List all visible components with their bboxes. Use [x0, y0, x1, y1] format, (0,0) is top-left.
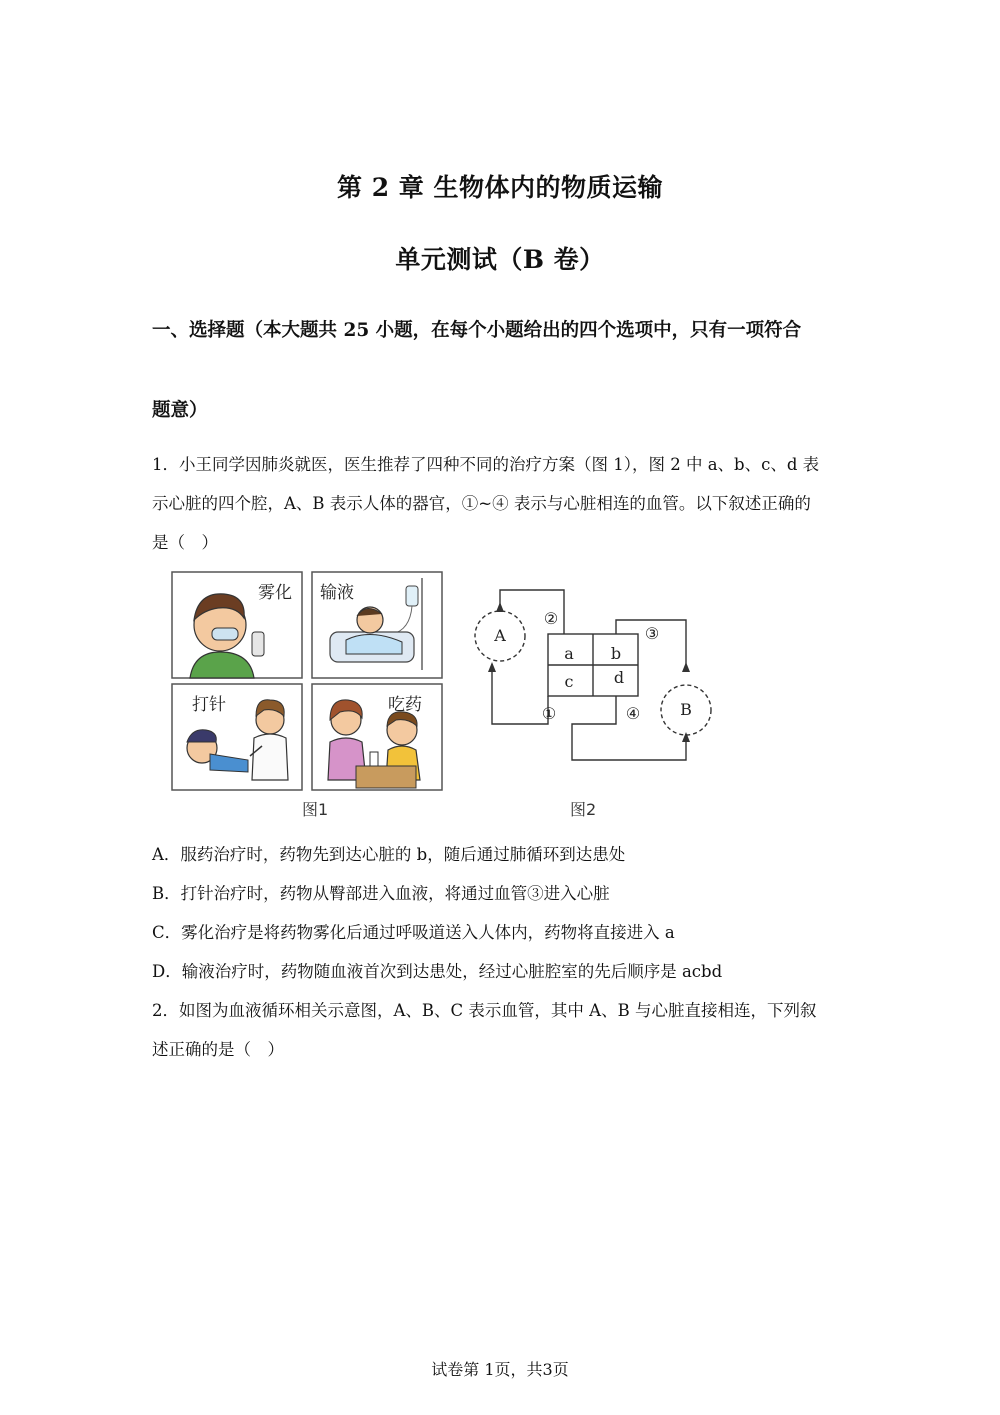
section-heading-line2: 题意）	[152, 400, 208, 421]
panel-infusion	[312, 572, 442, 678]
question-1-line1: 1．小王同学因肺炎就医，医生推荐了四种不同的治疗方案（图 1），图 2 中 a、b、c、d 表	[152, 455, 820, 474]
page-subtitle: 单元测试（B 卷）	[395, 245, 605, 274]
organ-a-label: A	[494, 626, 506, 645]
panel-nebulize	[172, 572, 302, 678]
chamber-b-label: b	[610, 644, 622, 663]
vessel-2-label: ②	[543, 609, 559, 628]
figure-2-caption: 图2	[570, 800, 597, 819]
panel-injection	[172, 684, 302, 790]
figure-1-treatments	[170, 570, 446, 794]
question-2-line2: 述正确的是（ ）	[152, 1040, 284, 1059]
chamber-c-label: c	[564, 672, 574, 691]
page-title: 第 2 章 生物体内的物质运输	[336, 173, 663, 202]
panel-label-medicine: 吃药	[388, 695, 422, 715]
organ-b-label: B	[680, 700, 692, 719]
panel-label-nebulize: 雾化	[258, 583, 292, 603]
figure-1-caption: 图1	[302, 800, 329, 819]
option-d: D．输液治疗时，药物随血液首次到达患处，经过心脏腔室的先后顺序是 acbd	[152, 962, 723, 981]
question-1-line2: 示心脏的四个腔，A、B 表示人体的器官，①~④ 表示与心脏相连的血管。以下叙述正确的	[152, 494, 811, 513]
vessel-3-label: ③	[644, 624, 660, 643]
medicine-bottle-icon	[370, 752, 378, 766]
question-1-line3: 是（ ）	[152, 533, 218, 552]
page-footer: 试卷第 1页，共3页	[431, 1360, 569, 1379]
mask-icon	[212, 628, 238, 640]
panel-label-infusion: 输液	[320, 583, 354, 603]
section-heading-line1: 一、选择题（本大题共 25 小题，在每个小题给出的四个选项中，只有一项符合	[152, 320, 802, 341]
figure-2-heart-diagram	[462, 584, 724, 766]
panel-label-injection: 打针	[192, 695, 226, 715]
chamber-d-label: d	[613, 668, 625, 687]
panel-medicine	[312, 684, 442, 790]
iv-bag-icon	[406, 586, 418, 606]
vessel-4-label: ④	[625, 704, 641, 723]
chamber-a-label: a	[564, 644, 574, 663]
vessel-1-label: ①	[541, 704, 557, 723]
option-c: C．雾化治疗是将药物雾化后通过呼吸道送入人体内，药物将直接进入 a	[152, 923, 675, 942]
option-a: A．服药治疗时，药物先到达心脏的 b，随后通过肺循环到达患处	[152, 845, 626, 864]
option-b: B．打针治疗时，药物从臀部进入血液，将通过血管③进入心脏	[152, 884, 610, 903]
question-2-line1: 2．如图为血液循环相关示意图，A、B、C 表示血管，其中 A、B 与心脏直接相连，下列叙	[152, 1001, 817, 1020]
